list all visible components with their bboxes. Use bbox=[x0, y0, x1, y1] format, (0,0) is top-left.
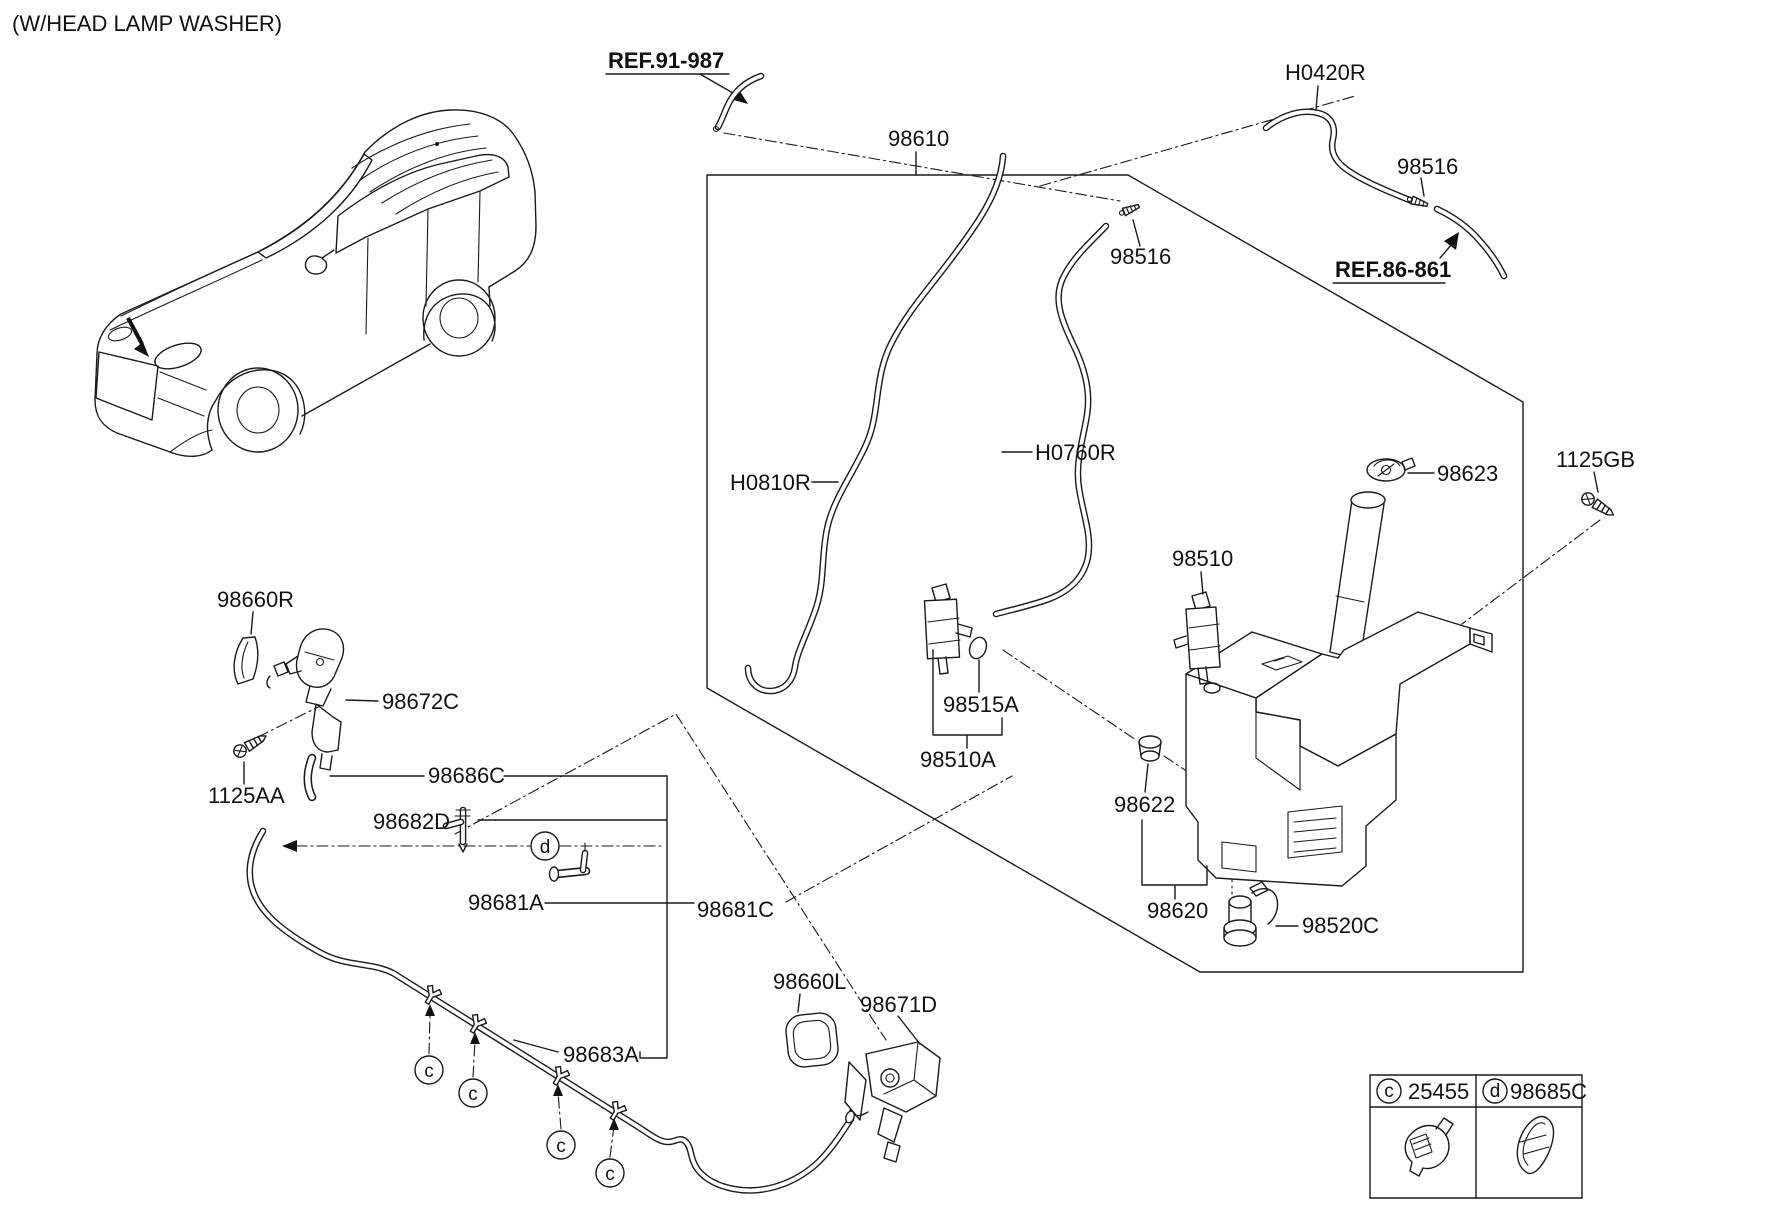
assembly-outline-box bbox=[707, 175, 1523, 972]
tank-bracket-wing bbox=[1470, 628, 1492, 652]
part-label-98622: 98622 bbox=[1114, 792, 1176, 817]
grommet-98622 bbox=[1139, 736, 1161, 761]
hose-fittings-group bbox=[282, 758, 774, 1058]
leader-98622 bbox=[1145, 764, 1148, 792]
part-label-98515a: 98515A bbox=[943, 692, 1019, 717]
gasket-98660l bbox=[784, 1012, 839, 1069]
part-label-98620: 98620 bbox=[1147, 898, 1209, 923]
hose-label-h0810r: H0810R bbox=[730, 470, 811, 495]
headlamp-washer-hose-group bbox=[250, 831, 851, 1190]
rh-nozzle-assembly-group bbox=[773, 969, 940, 1162]
bolt-1125aa bbox=[232, 731, 270, 760]
hose-label-h0420r: H0420R bbox=[1285, 60, 1366, 85]
callout-letter-d: d bbox=[539, 837, 551, 858]
leader-98516-mid bbox=[1133, 220, 1140, 246]
callout-letter-c2: c bbox=[468, 1084, 478, 1105]
lh-nozzle-assembly-group bbox=[208, 587, 459, 808]
part-label-98683a: 98683A bbox=[563, 1042, 639, 1067]
washer-reservoir-group bbox=[1114, 458, 1498, 946]
leader-98660l bbox=[798, 994, 800, 1012]
leader-98660r bbox=[251, 612, 253, 634]
hose-label-h0760r: H0760R bbox=[1035, 440, 1116, 465]
legend-part-25455: 25455 bbox=[1408, 1079, 1470, 1104]
part-label-98516-top: 98516 bbox=[1397, 154, 1459, 179]
callout-letter-c3: c bbox=[556, 1136, 566, 1157]
hose-h0420r bbox=[1266, 112, 1412, 201]
part-label-98671d: 98671D bbox=[860, 992, 938, 1017]
callout-letter-c1: c bbox=[424, 1061, 434, 1082]
part-label-98682d: 98682D bbox=[373, 809, 451, 834]
h0420r-hose-group bbox=[1266, 60, 1504, 283]
part-label-98510a: 98510A bbox=[920, 747, 996, 772]
bolt-1125gb-group bbox=[1556, 447, 1635, 520]
location-arrow bbox=[128, 318, 142, 344]
bolt-1125gb bbox=[1579, 490, 1616, 520]
leader-1125gb bbox=[1594, 472, 1598, 492]
callout-circles-c bbox=[415, 1056, 624, 1187]
hose-h0810r bbox=[748, 156, 1003, 691]
ref-label-86-861: REF.86-861 bbox=[1335, 257, 1452, 282]
connector-98516-top bbox=[1406, 195, 1428, 209]
part-label-98681a: 98681A bbox=[468, 890, 544, 915]
leader-98510 bbox=[1201, 572, 1203, 594]
legend-letter-c: c bbox=[1384, 1081, 1394, 1102]
ref-91-987-callout bbox=[606, 48, 761, 132]
legend-letter-d: d bbox=[1489, 1081, 1501, 1102]
grommet-98515a bbox=[966, 635, 989, 661]
part-label-98610: 98610 bbox=[888, 126, 950, 151]
part-label-98660l: 98660L bbox=[773, 969, 847, 994]
alignment-dash-lines-top bbox=[724, 96, 1355, 201]
part-label-98681c: 98681C bbox=[697, 897, 775, 922]
bracket-98681c bbox=[640, 776, 667, 1058]
part-label-98623: 98623 bbox=[1437, 461, 1499, 486]
callout-letter-c4: c bbox=[605, 1164, 615, 1185]
part-label-98686c: 98686C bbox=[428, 763, 506, 788]
connector-98516-mid bbox=[1118, 202, 1140, 217]
part-label-98520c: 98520C bbox=[1302, 913, 1380, 938]
part-label-98510: 98510 bbox=[1172, 546, 1234, 571]
nozzle-actuator-98671d bbox=[844, 1042, 940, 1162]
legend-table bbox=[1370, 1075, 1587, 1198]
nozzle-actuator-98672c bbox=[267, 629, 344, 770]
part-label-1125aa: 1125AA bbox=[208, 783, 285, 808]
vehicle-illustration bbox=[95, 110, 536, 456]
ref-label-91-987: REF.91-987 bbox=[608, 48, 725, 73]
part-label-98660r: 98660R bbox=[217, 587, 295, 612]
page-title: (W/HEAD LAMP WASHER) bbox=[12, 11, 283, 36]
leader-98671d bbox=[898, 1016, 920, 1044]
legend-part-98685c: 98685C bbox=[1510, 1079, 1588, 1104]
nozzle-cover-98660r bbox=[234, 637, 258, 684]
part-label-1125gb: 1125GB bbox=[1556, 447, 1636, 472]
part-label-98672c: 98672C bbox=[382, 689, 460, 714]
part-label-98516-mid: 98516 bbox=[1110, 244, 1172, 269]
bracket-98620 bbox=[1142, 820, 1207, 899]
leader-98516-top bbox=[1421, 178, 1424, 196]
leader-98672c bbox=[346, 700, 378, 701]
filler-cap-98623 bbox=[1367, 458, 1415, 481]
elbow-nozzle-98681a bbox=[550, 843, 587, 881]
